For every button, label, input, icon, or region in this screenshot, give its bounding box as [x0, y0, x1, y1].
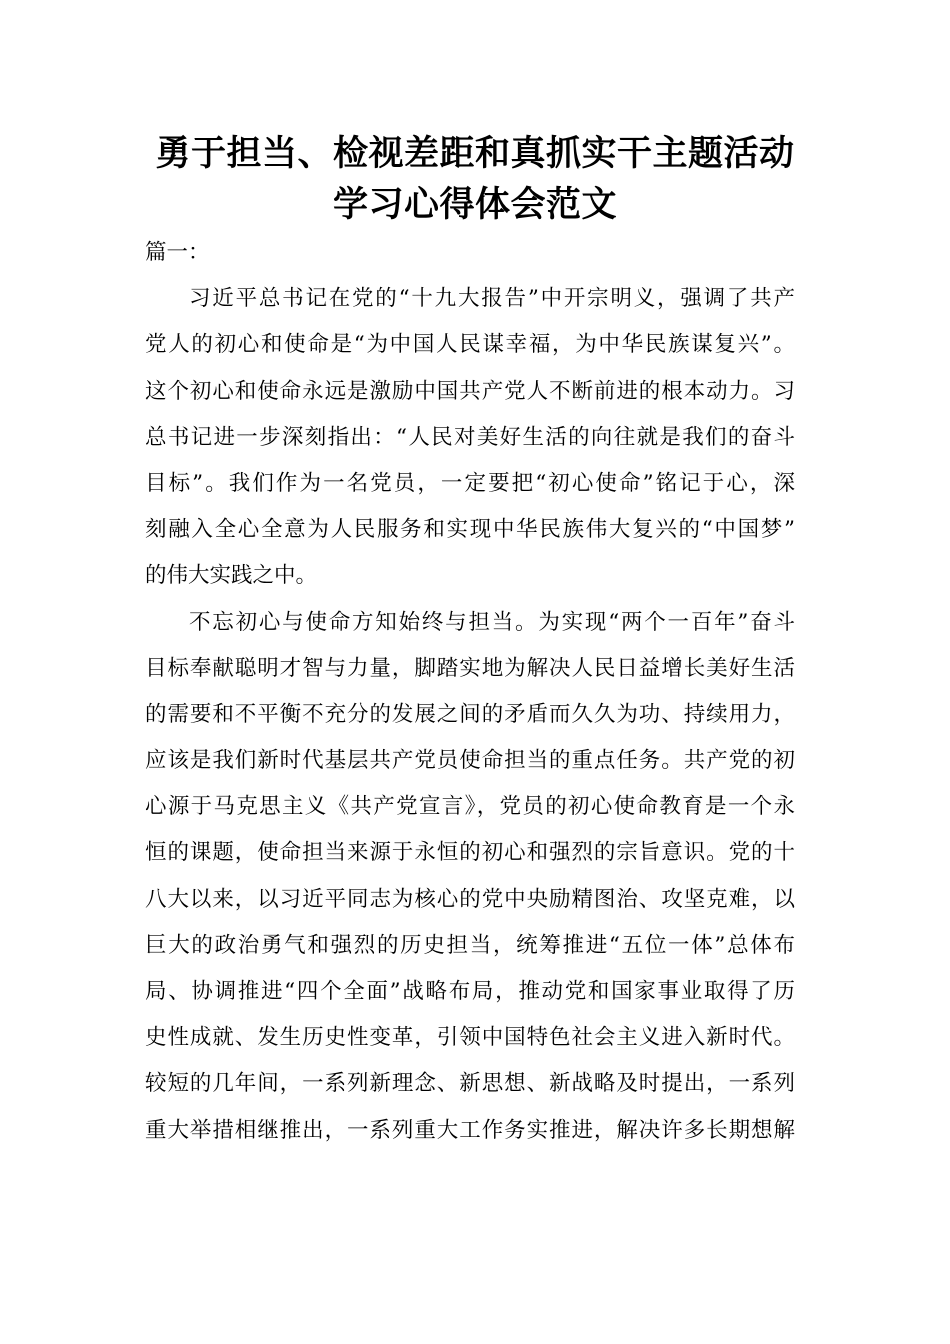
paragraph-2-line-3: 的需要和不平衡不充分的发展之间的矛盾而久久为功、持续用力，	[145, 701, 795, 727]
paragraph-1-line-2: 党人的初心和使命是“为中国人民谋幸福，为中华民族谋复兴”。	[145, 332, 795, 358]
paragraph-2-line-1: 不忘初心与使命方知始终与担当。为实现“两个一百年”奋斗	[189, 609, 795, 635]
document-title-line-2: 学习心得体会范文	[332, 184, 617, 225]
paragraph-1-line-5: 目标”。我们作为一名党员，一定要把“初心使命”铭记于心，深	[145, 470, 795, 496]
paragraph-1-line-3: 这个初心和使命永远是激励中国共产党人不断前进的根本动力。习	[145, 378, 795, 404]
paragraph-2-line-10: 史性成就、发生历史性变革，引领中国特色社会主义进入新时代。	[145, 1025, 795, 1051]
paragraph-2-line-7: 八大以来，以习近平同志为核心的党中央励精图治、攻坚克难，以	[145, 886, 795, 912]
paragraph-1-line-1: 习近平总书记在党的“十九大报告”中开宗明义，强调了共产	[189, 286, 795, 312]
paragraph-2-line-5: 心源于马克思主义《共产党宣言》，党员的初心使命教育是一个永	[145, 794, 795, 820]
section-label: 篇一：	[145, 240, 210, 265]
paragraph-2-line-9: 局、协调推进“四个全面”战略布局，推动党和国家事业取得了历	[145, 979, 795, 1004]
paragraph-1-line-7: 的伟大实践之中。	[145, 563, 318, 589]
paragraph-2-line-2: 目标奉献聪明才智与力量，脚踏实地为解决人民日益增长美好生活	[145, 655, 795, 681]
paragraph-1-line-4: 总书记进一步深刻指出：“人民对美好生活的向往就是我们的奋斗	[145, 424, 795, 450]
paragraph-2-line-11: 较短的几年间，一系列新理念、新思想、新战略及时提出，一系列	[145, 1071, 795, 1097]
paragraph-2-line-4: 应该是我们新时代基层共产党员使命担当的重点任务。共产党的初	[145, 748, 795, 774]
document-body	[145, 230, 795, 1154]
paragraph-1-line-6: 刻融入全心全意为人民服务和实现中华民族伟大复兴的“中国梦”	[145, 517, 795, 543]
paragraph-2-line-12: 重大举措相继推出，一系列重大工作务实推进，解决许多长期想解	[145, 1117, 795, 1143]
document-title-line-1: 勇于担当、检视差距和真抓实干主题活动	[155, 133, 795, 174]
paragraph-2-line-8: 巨大的政治勇气和强烈的历史担当，统筹推进“五位一体”总体布	[145, 932, 795, 958]
paragraph-2-line-6: 恒的课题，使命担当来源于永恒的初心和强烈的宗旨意识。党的十	[145, 840, 795, 866]
